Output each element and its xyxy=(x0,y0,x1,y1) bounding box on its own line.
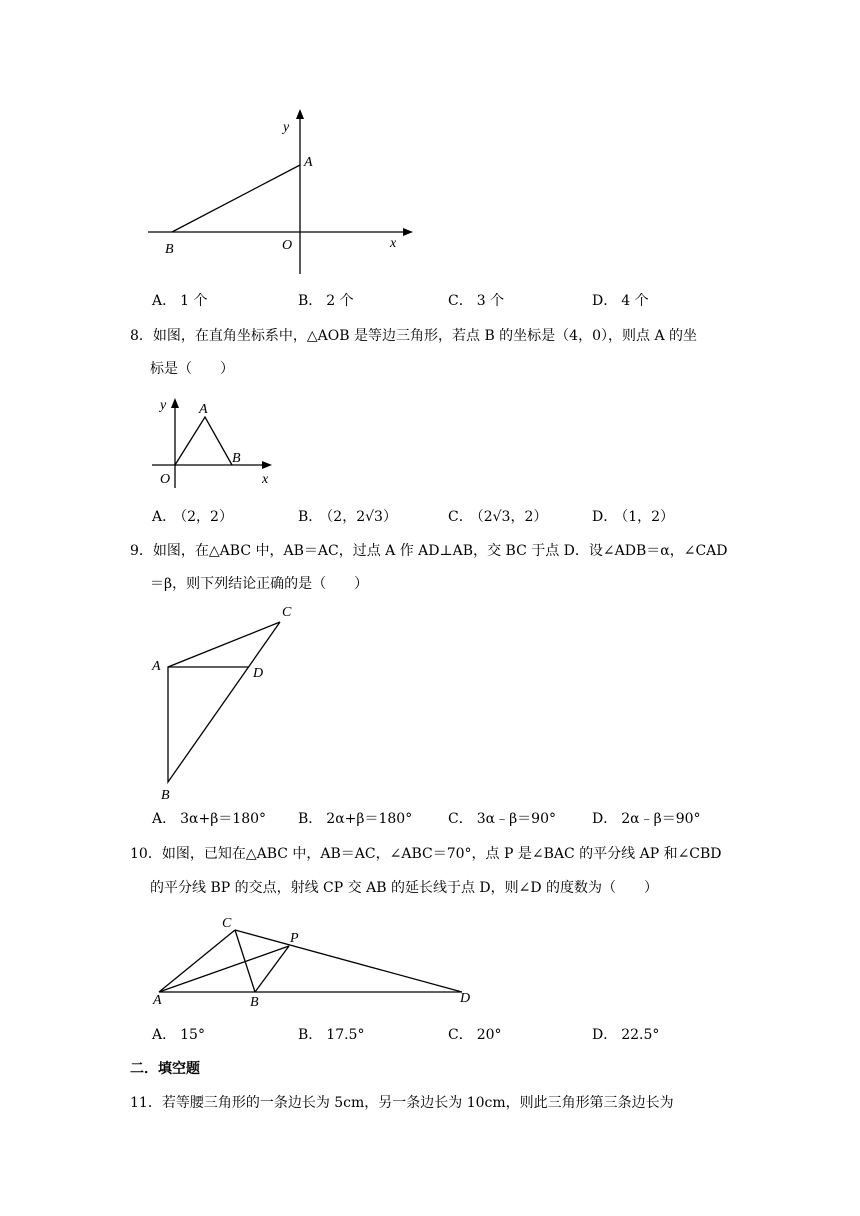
q7-label-o: O xyxy=(282,238,293,253)
q10-option-a: A． 15° xyxy=(152,1027,205,1043)
q10-segment-ap xyxy=(159,946,289,992)
q7-label-y: y xyxy=(283,120,290,135)
q7-label-x: x xyxy=(390,236,397,251)
q7-option-b: B． 2 个 xyxy=(298,293,354,309)
q8-label-o: O xyxy=(160,472,171,487)
q7-option-c: C． 3 个 xyxy=(448,293,505,309)
q7-option-d: D． 4 个 xyxy=(592,293,649,309)
q10-question-line1: 10．如图，已知在△ABC 中，AB＝AC，∠ABC＝70°，点 P 是∠BAC 的平分线 AP 和∠CBD xyxy=(130,846,722,862)
q10-question-line2: 的平分线 BP 的交点，射线 CP 交 AB 的延长线于点 D，则∠D 的度数为（ ） xyxy=(150,880,659,896)
q9-label-c: C xyxy=(282,605,292,620)
q9-label-b: B xyxy=(161,788,170,803)
q10-label-b: B xyxy=(250,995,259,1010)
q10-label-p: P xyxy=(290,931,299,946)
q9-question-line2: ＝β，则下列结论正确的是（ ） xyxy=(150,576,369,592)
q8-question-line1: 8．如图，在直角坐标系中，△AOB 是等边三角形，若点 B 的坐标是（4，0），则点 A 的坐 xyxy=(130,328,698,344)
q9-option-c: C． 3α﹣β＝90° xyxy=(448,811,556,827)
q10-label-d: D xyxy=(460,991,471,1006)
q8-option-d: D． （1，2） xyxy=(592,509,675,525)
q10-option-b: B． 17.5° xyxy=(298,1027,365,1043)
q7-label-b: B xyxy=(165,242,174,257)
q10-option-c: C． 20° xyxy=(448,1027,502,1043)
q10-label-a: A xyxy=(153,993,162,1008)
q8-option-c: C． （2√3，2） xyxy=(448,509,548,525)
q8-label-b: B xyxy=(232,451,241,466)
q11-question-line1: 11．若等腰三角形的一条边长为 5cm，另一条边长为 10cm，则此三角形第三条边长为 xyxy=(130,1095,674,1111)
q9-option-a: A． 3α+β＝180° xyxy=(152,811,267,827)
q10-ray-cd xyxy=(235,930,462,992)
q9-option-d: D． 2α﹣β＝90° xyxy=(592,811,701,827)
q8-label-a: A xyxy=(199,402,208,417)
q8-label-y: y xyxy=(160,398,167,413)
q7-option-a: A． 1 个 xyxy=(152,293,208,309)
q8-option-a: A． （2，2） xyxy=(152,509,233,525)
q9-option-b: B． 2α+β＝180° xyxy=(298,811,413,827)
q9-label-a: A xyxy=(152,659,161,674)
q7-label-a: A xyxy=(304,155,313,170)
q10-segment-bp xyxy=(255,946,289,992)
q9-question-line1: 9．如图，在△ABC 中，AB＝AC，过点 A 作 AD⊥AB，交 BC 于点 D．设∠ADB＝α，∠CAD xyxy=(130,543,728,559)
q8-question-line2: 标是（ ） xyxy=(150,361,234,377)
q10-segment-ac xyxy=(159,930,235,992)
section-title: 二．填空题 xyxy=(130,1061,200,1077)
q9-label-d: D xyxy=(253,666,264,681)
q10-label-c: C xyxy=(222,916,232,931)
q8-label-x: x xyxy=(262,472,269,487)
q8-option-b: B． （2，2√3） xyxy=(298,509,397,525)
q10-option-d: D． 22.5° xyxy=(592,1027,660,1043)
